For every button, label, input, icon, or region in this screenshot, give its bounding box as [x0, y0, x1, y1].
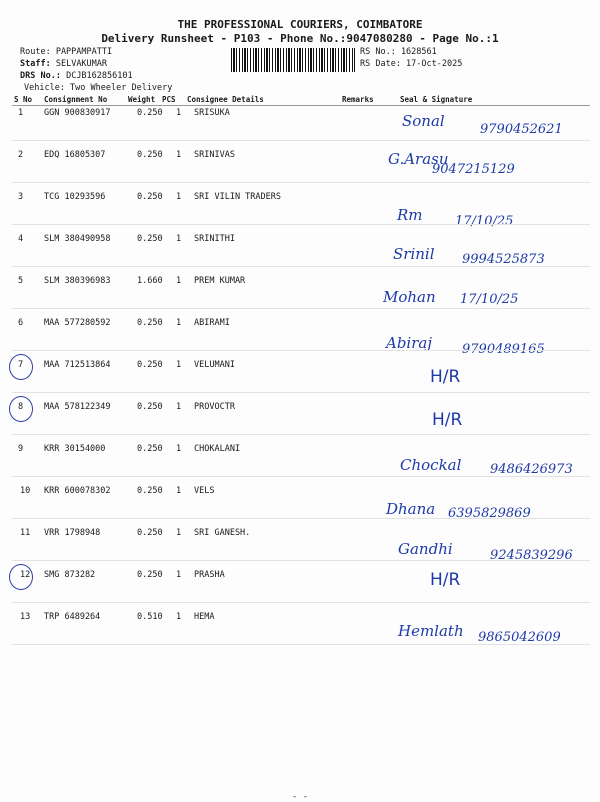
handwritten-note: 9245839296	[490, 548, 573, 563]
row-consignee: SRINIVAS	[194, 150, 235, 160]
row-consignment-no: KRR 30154000	[44, 444, 106, 454]
row-divider	[12, 518, 590, 519]
row-divider	[12, 224, 590, 225]
row-consignee: VELUMANI	[194, 360, 235, 370]
row-weight: 0.250	[137, 528, 163, 538]
row-weight: 0.250	[137, 570, 163, 580]
col-sno: S No	[14, 95, 33, 104]
route-label: Route: PAPPAMPATTI	[20, 47, 113, 57]
row-weight: 0.250	[137, 150, 163, 160]
row-weight: 0.250	[137, 486, 163, 496]
row-pcs: 1	[176, 444, 182, 454]
handwritten-note: 9790452621	[480, 122, 563, 137]
row-consignee: PROVOCTR	[194, 402, 235, 412]
row-pcs: 1	[176, 192, 182, 202]
row-consignee: SRI VILIN TRADERS	[194, 192, 281, 202]
row-pcs: 1	[176, 612, 182, 622]
barcode-image	[231, 48, 355, 72]
row-sno: 5	[18, 276, 24, 286]
handwritten-note: 9486426973	[490, 462, 573, 477]
row-divider	[12, 644, 590, 645]
row-consignee: SRISUKA	[194, 108, 230, 118]
row-consignment-no: SLM 380396983	[44, 276, 111, 286]
handwritten-hr-mark: H/R	[432, 410, 463, 430]
row-divider	[12, 266, 590, 267]
vehicle-label: Vehicle: Two Wheeler Delivery	[24, 83, 173, 93]
row-consignee: VELS	[194, 486, 215, 496]
row-consignee: PREM KUMAR	[194, 276, 246, 286]
col-consignment: Consignment No	[44, 95, 108, 104]
row-weight: 0.250	[137, 192, 163, 202]
drs-line	[20, 71, 133, 81]
col-weight: Weight	[128, 95, 156, 104]
row-consignment-no: MAA 712513864	[44, 360, 111, 370]
handwritten-signature: Dhana	[386, 500, 436, 518]
drs-label: DRS No.:	[20, 71, 61, 81]
row-divider	[12, 602, 590, 603]
row-consignee: HEMA	[194, 612, 215, 622]
row-pcs: 1	[176, 108, 182, 118]
row-consignment-no: TRP 6489264	[44, 612, 101, 622]
row-pcs: 1	[176, 318, 182, 328]
col-consignee: Consignee Details	[187, 95, 264, 104]
row-pcs: 1	[176, 234, 182, 244]
row-pcs: 1	[176, 360, 182, 370]
row-pcs: 1	[176, 570, 182, 580]
handwritten-signature: G.Arasu	[388, 150, 449, 168]
header-divider	[12, 105, 590, 106]
row-weight: 0.250	[137, 360, 163, 370]
row-pcs: 1	[176, 486, 182, 496]
col-remarks: Remarks	[342, 95, 374, 104]
row-sno: 10	[20, 486, 31, 496]
row-consignee: SRI GANESH.	[194, 528, 251, 538]
handwritten-hr-mark: H/R	[430, 367, 461, 387]
row-consignment-no: EDQ 16805307	[44, 150, 106, 160]
row-pcs: 1	[176, 402, 182, 412]
row-sno: 9	[18, 444, 24, 454]
handwritten-note: 9994525873	[462, 252, 545, 267]
row-weight: 0.250	[137, 234, 163, 244]
page-footer: - -	[291, 792, 309, 802]
row-divider	[12, 140, 590, 141]
handwritten-hr-mark: H/R	[430, 570, 461, 590]
row-consignment-no: MAA 577280592	[44, 318, 111, 328]
handwritten-signature: Srinil	[393, 245, 435, 263]
row-consignee: CHOKALANI	[194, 444, 241, 454]
circled-serial-mark	[9, 354, 33, 380]
circled-serial-mark	[9, 564, 33, 590]
row-sno: 8	[18, 402, 24, 412]
row-consignment-no: MAA 578122349	[44, 402, 111, 412]
row-sno: 7	[18, 360, 24, 370]
rs-number: RS No.: 1628561	[360, 47, 437, 57]
handwritten-signature: Rm	[397, 206, 423, 224]
handwritten-signature: Abiraj	[386, 334, 432, 352]
row-weight: 0.510	[137, 612, 163, 622]
row-consignment-no: GGN 900830917	[44, 108, 111, 118]
row-divider	[12, 560, 590, 561]
row-pcs: 1	[176, 528, 182, 538]
row-sno: 3	[18, 192, 24, 202]
row-divider	[12, 308, 590, 309]
row-divider	[12, 434, 590, 435]
drs-value: DCJB162856101	[66, 71, 133, 81]
row-consignee: SRINITHI	[194, 234, 235, 244]
col-seal-signature: Seal & Signature	[400, 95, 473, 104]
row-weight: 0.250	[137, 318, 163, 328]
handwritten-note: 17/10/25	[460, 292, 519, 307]
row-sno: 4	[18, 234, 24, 244]
row-consignment-no: SLM 380490958	[44, 234, 111, 244]
handwritten-signature: Sonal	[402, 112, 445, 130]
row-pcs: 1	[176, 276, 182, 286]
row-consignment-no: SMG 873282	[44, 570, 96, 580]
row-sno: 13	[20, 612, 31, 622]
row-divider	[12, 182, 590, 183]
row-divider	[12, 392, 590, 393]
row-sno: 2	[18, 150, 24, 160]
runsheet-subtitle: Delivery Runsheet - P103 - Phone No.:9047080280 - Page No.:1	[101, 32, 499, 45]
staff-line	[20, 59, 107, 69]
handwritten-note: 17/10/25	[455, 214, 514, 229]
row-sno: 1	[18, 108, 24, 118]
row-consignee: PRASHA	[194, 570, 225, 580]
handwritten-note: 9865042609	[478, 630, 561, 645]
row-weight: 0.250	[137, 402, 163, 412]
handwritten-signature: Mohan	[383, 288, 436, 306]
rs-date: RS Date: 17-Oct-2025	[360, 59, 463, 69]
row-consignee: ABIRAMI	[194, 318, 230, 328]
row-sno: 6	[18, 318, 24, 328]
row-weight: 1.660	[137, 276, 163, 286]
handwritten-signature: Chockal	[400, 456, 462, 474]
col-pcs: PCS	[162, 95, 176, 104]
row-pcs: 1	[176, 150, 182, 160]
row-consignment-no: VRR 1798948	[44, 528, 101, 538]
row-divider	[12, 350, 590, 351]
handwritten-note: 9790489165	[462, 342, 545, 357]
row-divider	[12, 476, 590, 477]
handwritten-note: 9047215129	[432, 162, 515, 177]
handwritten-note: 6395829869	[448, 506, 531, 521]
row-sno: 12	[20, 570, 31, 580]
staff-label: Staff:	[20, 59, 51, 69]
handwritten-signature: Gandhi	[398, 540, 453, 558]
row-consignment-no: KRR 600078302	[44, 486, 111, 496]
row-sno: 11	[20, 528, 31, 538]
handwritten-signature: Hemlath	[398, 622, 464, 640]
staff-value: SELVAKUMAR	[55, 59, 108, 69]
company-title: THE PROFESSIONAL COURIERS, COIMBATORE	[177, 18, 423, 31]
circled-serial-mark	[9, 396, 33, 422]
row-weight: 0.250	[137, 444, 163, 454]
row-consignment-no: TCG 10293596	[44, 192, 106, 202]
row-weight: 0.250	[137, 108, 163, 118]
